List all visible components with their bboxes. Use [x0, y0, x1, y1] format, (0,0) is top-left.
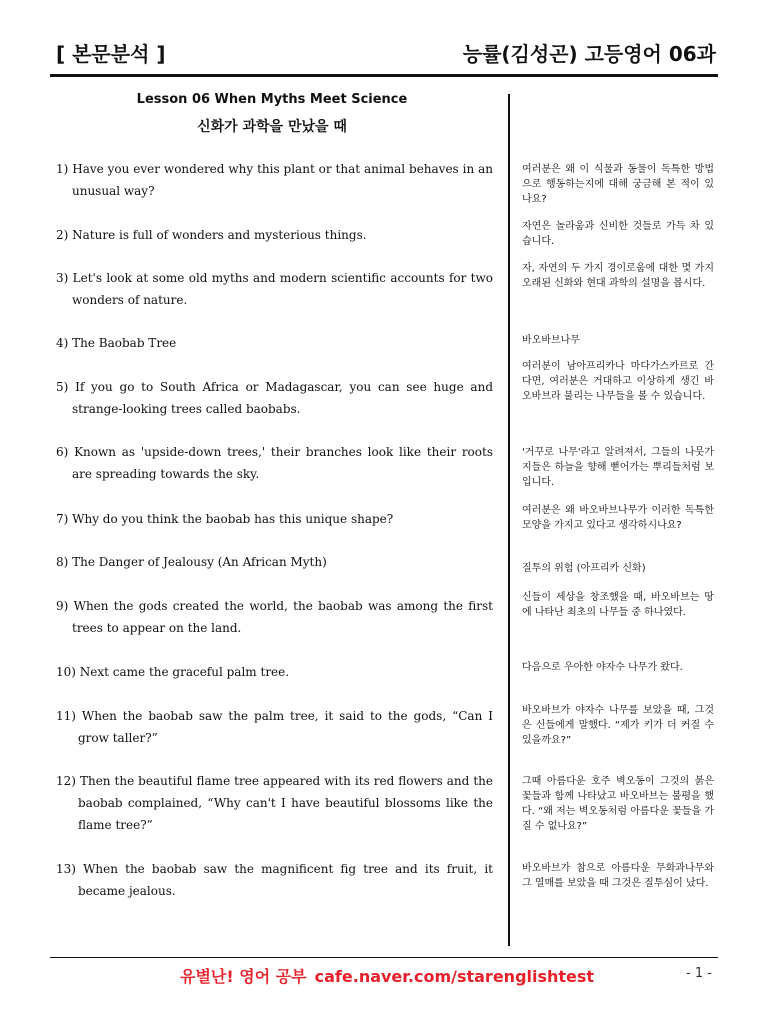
- korean-translation-2: 자연은 놀라움과 신비한 것들로 가득 차 있습니다.: [522, 221, 714, 247]
- top-rule: [50, 74, 718, 77]
- page-number: - 1 -: [686, 966, 712, 981]
- korean-translation-12: 그때 아름다운 호주 벽오동이 그것의 붉은 꽃들과 함께 나타났고 바오바브는 불평을 했다. “왜 저는 벽오동처럼 아름다운 꽃들을 가질 수 없나요?”: [522, 776, 714, 832]
- korean-translation-4: 바오바브나무: [522, 335, 580, 346]
- english-sentence-1: 1) Have you ever wondered why this plant or that animal behaves in an unusual way?: [56, 162, 493, 198]
- korean-translation-5: 여러분이 남아프리카나 마다가스카르로 간다면, 여러분은 거대하고 이상하게 생긴 바오바브라 불리는 나무들을 볼 수 있습니다.: [522, 361, 714, 402]
- column-divider: [508, 94, 510, 946]
- lesson-title: Lesson 06 When Myths Meet Science: [136, 92, 408, 107]
- english-sentence-5: 5) If you go to South Africa or Madagascar, you can see huge and strange-looking trees called baobabs.: [56, 380, 493, 416]
- english-sentence-6: 6) Known as 'upside-down trees,' their branches look like their roots are spreading towards the sky.: [56, 445, 493, 481]
- footer-url[interactable]: cafe.naver.com/starenglishtest: [314, 967, 595, 986]
- korean-translation-8: 질투의 위험 (아프리카 신화): [522, 563, 646, 574]
- english-sentence-11: 11) When the baobab saw the palm tree, it said to the gods, “Can I grow taller?”: [56, 709, 493, 745]
- english-sentence-8: 8) The Danger of Jealousy (An African Myth): [56, 555, 327, 569]
- section-label: [ 본문분석 ]: [56, 42, 166, 66]
- english-sentence-13: 13) When the baobab saw the magnificent fig tree and its fruit, it became jealous.: [56, 862, 493, 898]
- english-sentence-3: 3) Let's look at some old myths and modern scientific accounts for two wonders of nature.: [56, 271, 493, 307]
- korean-translation-3: 자, 자연의 두 가지 경이로움에 대한 몇 가지 오래된 신화와 현대 과학의 설명을 봅시다.: [522, 263, 714, 289]
- lesson-subtitle: 신화가 과학을 만났을 때: [197, 119, 347, 135]
- english-sentence-7: 7) Why do you think the baobab has this unique shape?: [56, 512, 394, 526]
- korean-translation-9: 신들이 세상을 창조했을 때, 바오바브는 땅에 나타난 최초의 나무들 중 하나였다.: [522, 592, 714, 618]
- english-sentence-9: 9) When the gods created the world, the baobab was among the first trees to appear on the land.: [56, 599, 493, 635]
- footer-slogan: 유별난! 영어 공부: [180, 967, 307, 986]
- korean-translation-11: 바오바브가 야자수 나무를 보았을 때, 그것은 신들에게 말했다. “제가 키가 더 커질 수 있을까요?”: [522, 705, 714, 746]
- english-sentence-2: 2) Nature is full of wonders and mysterious things.: [56, 228, 367, 242]
- english-sentence-10: 10) Next came the graceful palm tree.: [56, 665, 290, 679]
- korean-translation-10: 다음으로 우아한 야자수 나무가 왔다.: [522, 662, 683, 673]
- korean-translation-13: 바오바브가 참으로 아름다운 무화과나무와 그 열매를 보았을 때 그것은 질투심이 났다.: [522, 863, 714, 889]
- korean-translation-7: 여러분은 왜 바오바브나무가 이러한 독특한 모양을 가지고 있다고 생각하시나요?: [522, 505, 714, 531]
- korean-translation-6: '거꾸로 나무'라고 알려져서, 그들의 나뭇가지들은 하늘을 향해 뻗어가는 뿌리들처럼 보입니다.: [522, 447, 714, 488]
- english-sentence-4: 4) The Baobab Tree: [56, 336, 177, 350]
- bottom-rule: [50, 957, 718, 958]
- textbook-title: 능률(김성곤) 고등영어 06과: [462, 42, 716, 66]
- korean-translation-1: 여러분은 왜 이 식물과 동물이 독특한 방법으로 행동하는지에 대해 궁금해 본 적이 있나요?: [522, 164, 714, 205]
- english-sentence-12: 12) Then the beautiful flame tree appeared with its red flowers and the baobab complained, “Why can't I have beautiful blossoms like the flame tree?”: [56, 774, 493, 832]
- footer-banner: [180, 964, 594, 987]
